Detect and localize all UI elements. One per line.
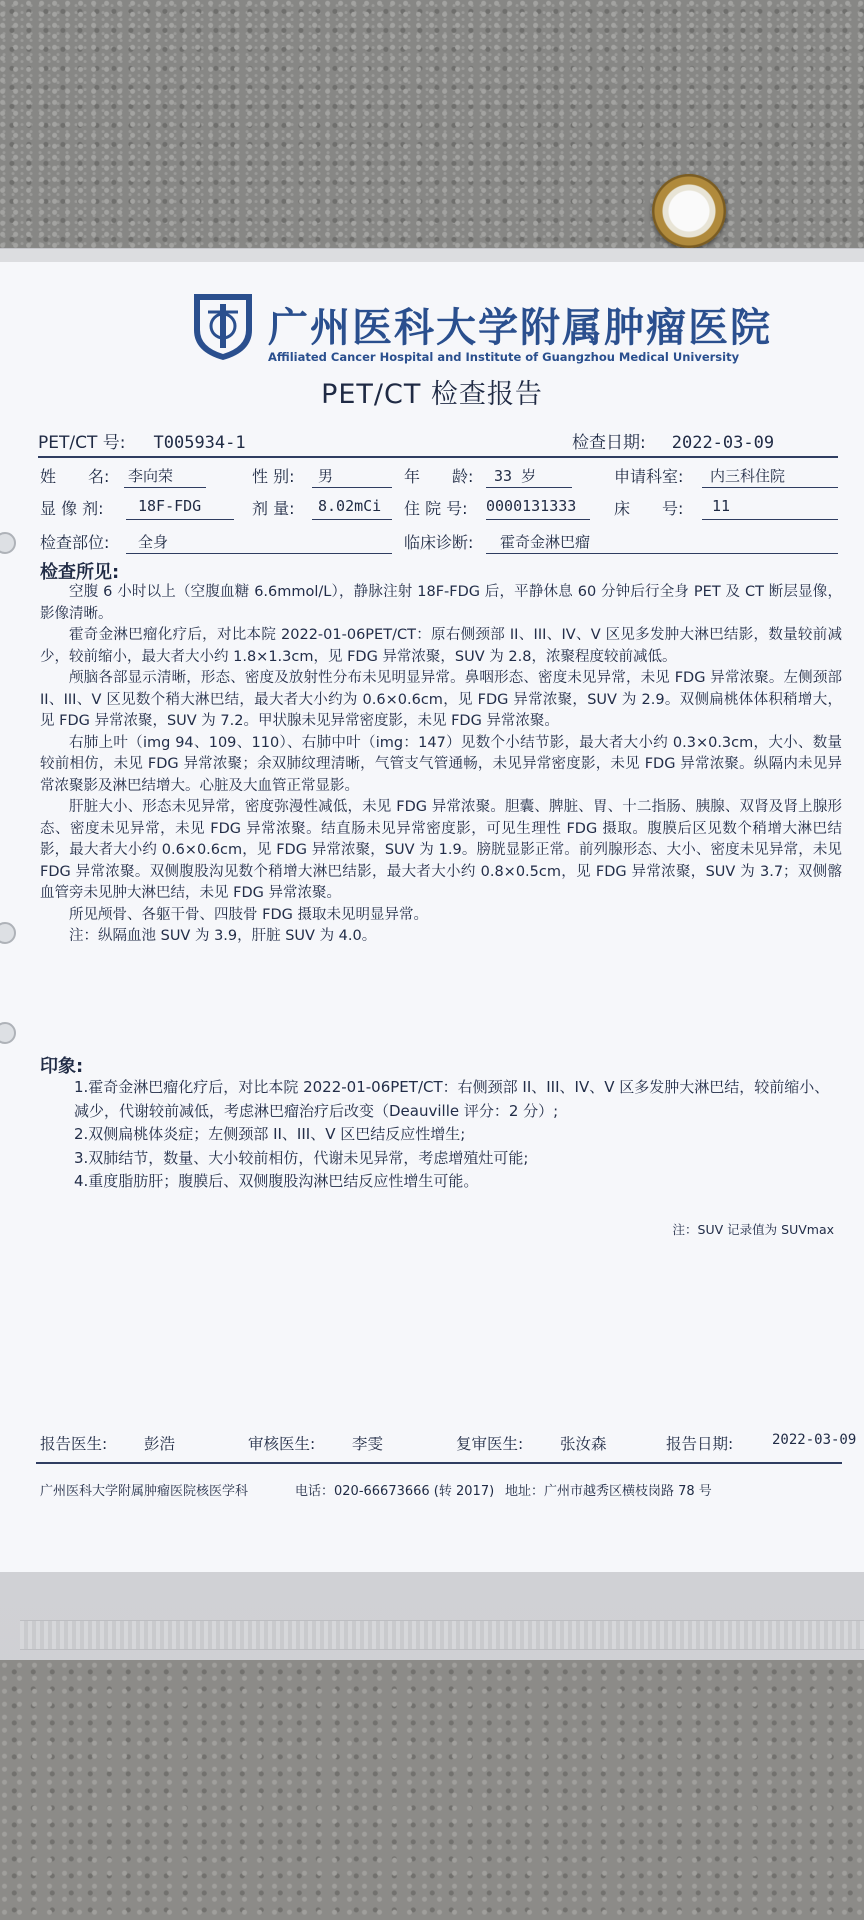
rechecker-label: 复审医生: xyxy=(456,1435,524,1453)
underline xyxy=(702,519,838,520)
pavement-background xyxy=(0,0,864,290)
report-date-label: 报告日期: xyxy=(666,1435,734,1453)
underline xyxy=(486,519,590,520)
diagnosis-value: 霍奇金淋巴瘤 xyxy=(500,533,591,551)
hospital-logo xyxy=(190,290,772,370)
exam-date-label: 检查日期: xyxy=(572,433,646,453)
agent-value: 18F-FDG xyxy=(138,497,202,515)
footer-divider xyxy=(36,1462,842,1464)
dose-label: 剂 量: xyxy=(252,499,295,518)
binder-hole xyxy=(0,532,16,554)
findings-paragraph: 所见颅骨、各躯干骨、四肢骨 FDG 摄取未见明显异常。 xyxy=(69,906,428,923)
hospital-emblem-icon xyxy=(190,290,256,362)
header-divider xyxy=(38,456,838,458)
impression-item: 1.霍奇金淋巴瘤化疗后，对比本院 2022-01-06PET/CT：右侧颈部 II、III、IV、V 区多发肿大淋巴结，较前缩小、减少，代谢较前减低，考虑淋巴瘤治疗后改变（Deauville 评分：2 分）; xyxy=(74,1078,830,1120)
underline xyxy=(486,487,572,488)
dose-value: 8.02mCi xyxy=(318,497,382,515)
sleeve-seal-strip xyxy=(20,1620,864,1650)
underline xyxy=(124,487,206,488)
findings-heading: 检查所见: xyxy=(40,562,120,583)
name-label: 姓 名: xyxy=(40,467,110,486)
dept-label: 申请科室: xyxy=(614,467,684,486)
findings-paragraph: 颅脑各部显示清晰，形态、密度及放射性分布未见明显异常。鼻咽形态、密度未见异常，未见 FDG 异常浓聚。左侧颈部 II、III、V 区见数个稍大淋巴结，最大者大小约为 0.6×0.6cm，见 FDG 异常浓聚，SUV 为 2.9。双侧扁桃体体积稍增大，见 FDG 异常浓聚，SUV 为 7.2。甲状腺未见异常密度影，未见 FDG 异常浓聚。 xyxy=(40,670,842,729)
report-title: PET/CT 检查报告 xyxy=(321,379,543,410)
signature-row xyxy=(40,1432,864,1456)
underline xyxy=(702,487,838,488)
reporter-label: 报告医生: xyxy=(40,1435,108,1453)
exam-date-value: 2022-03-09 xyxy=(671,433,775,453)
hospital-chinese-name: 广州医科大学附属肿瘤医院 xyxy=(268,304,772,351)
age-label: 年 龄: xyxy=(404,467,474,486)
underline xyxy=(486,553,838,554)
impression-list xyxy=(40,1076,842,1194)
admission-label: 住 院 号: xyxy=(404,499,468,518)
pavement-background-bottom xyxy=(0,1660,864,1920)
petct-number-value: T005934-1 xyxy=(153,433,246,453)
footer-phone: 电话：020-66673666 (转 2017) xyxy=(295,1484,495,1499)
reviewer-name: 李雯 xyxy=(352,1435,384,1453)
underline xyxy=(126,553,392,554)
exam-date xyxy=(572,428,774,453)
dept-value: 内三科住院 xyxy=(710,467,786,485)
footer-address: 地址：广州市越秀区横枝岗路 78 号 xyxy=(505,1484,712,1499)
underline xyxy=(126,519,234,520)
impression-item: 2.双侧扁桃体炎症；左侧颈部 II、III、V 区巴结反应性增生; xyxy=(74,1125,466,1143)
petct-number-label: PET/CT 号: xyxy=(38,433,126,453)
binder-hole xyxy=(0,922,16,944)
admission-value: 0000131333 xyxy=(486,497,577,515)
underline xyxy=(312,487,392,488)
name-value: 李向荣 xyxy=(128,467,174,485)
site-label: 检查部位: xyxy=(40,533,110,552)
hospital-english-name: Affiliated Cancer Hospital and Institute of Guangzhou Medical University xyxy=(268,350,740,364)
bed-label: 床 号: xyxy=(614,499,684,518)
site-value: 全身 xyxy=(138,533,169,551)
age-value: 33 岁 xyxy=(494,467,537,485)
report-date-value: 2022-03-09 xyxy=(772,1432,857,1448)
findings-paragraph: 霍奇金淋巴瘤化疗后，对比本院 2022-01-06PET/CT：原右侧颈部 II、III、IV、V 区见多发肿大淋巴结影，数量较前减少，较前缩小，最大者大小约 1.8×1.3cm，见 FDG 异常浓聚，SUV 为 2.8，浓聚程度较前减低。 xyxy=(40,627,842,665)
suv-note: 注：SUV 记录值为 SUVmax xyxy=(672,1222,834,1237)
findings-paragraph: 注：纵隔血池 SUV 为 3.9，肝脏 SUV 为 4.0。 xyxy=(69,928,377,944)
findings-paragraph: 右肺上叶（img 94、109、110）、右肺中叶（img：147）见数个小结节影，最大者大小约 0.3×0.3cm，大小、数量较前相仿，未见 FDG 异常浓聚；余双肺纹理清晰，气管支气管通畅，未见异常密度影，未见 FDG 异常浓聚。纵隔内未见异常浓聚影及淋巴结增大。心脏及大血管正常显影。 xyxy=(40,734,842,794)
reviewer-label: 审核医生: xyxy=(248,1435,316,1453)
sleeve-snap-button xyxy=(652,174,726,248)
reporter-name: 彭浩 xyxy=(144,1435,176,1453)
agent-label: 显 像 剂: xyxy=(40,499,104,518)
impression-heading: 印象: xyxy=(40,1056,84,1077)
impression-item: 4.重度脂肪肝；腹膜后、双侧腹股沟淋巴结反应性增生可能。 xyxy=(74,1172,479,1190)
findings-paragraph: 空腹 6 小时以上（空腹血糖 6.6mmol/L），静脉注射 18F-FDG 后，平静休息 60 分钟后行全身 PET 及 CT 断层显像，影像清晰。 xyxy=(40,584,842,622)
binder-hole xyxy=(0,1022,16,1044)
sex-value: 男 xyxy=(318,467,334,485)
findings-body xyxy=(40,582,842,948)
bed-value: 11 xyxy=(712,497,731,515)
rechecker-name: 张汝森 xyxy=(560,1435,607,1453)
impression-item: 3.双肺结节，数量、大小较前相仿，代谢未见异常，考虑增殖灶可能; xyxy=(74,1148,529,1167)
underline xyxy=(312,519,392,520)
diagnosis-label: 临床诊断: xyxy=(404,533,474,552)
report-page xyxy=(0,262,864,1572)
petct-number xyxy=(38,428,246,453)
footer-dept: 广州医科大学附属肿瘤医院核医学科 xyxy=(40,1484,249,1499)
sex-label: 性 别: xyxy=(252,467,295,486)
findings-paragraph: 肝脏大小、形态未见异常，密度弥漫性减低，未见 FDG 异常浓聚。胆囊、脾脏、胃、十二指肠、胰腺、双肾及肾上腺形态、密度未见异常，未见 FDG 异常浓聚。结直肠未见异常密度影，可见生理性 FDG 摄取。腹膜后区见数个稍增大淋巴结影，最大者大小约 0.6×0.6cm，见 FDG 异常浓聚，SUV 为 1.9。膀胱显影正常。前列腺形态、大小、密度未见异常，未见 FDG 异常浓聚。双侧腹股沟见数个稍增大淋巴结影，最大者大小约 0.8×0.5cm，见 FDG 异常浓聚，SUV 为 3.7；双侧髂血管旁未见肿大淋巴结，未见 FDG 异常浓聚。 xyxy=(40,799,842,901)
